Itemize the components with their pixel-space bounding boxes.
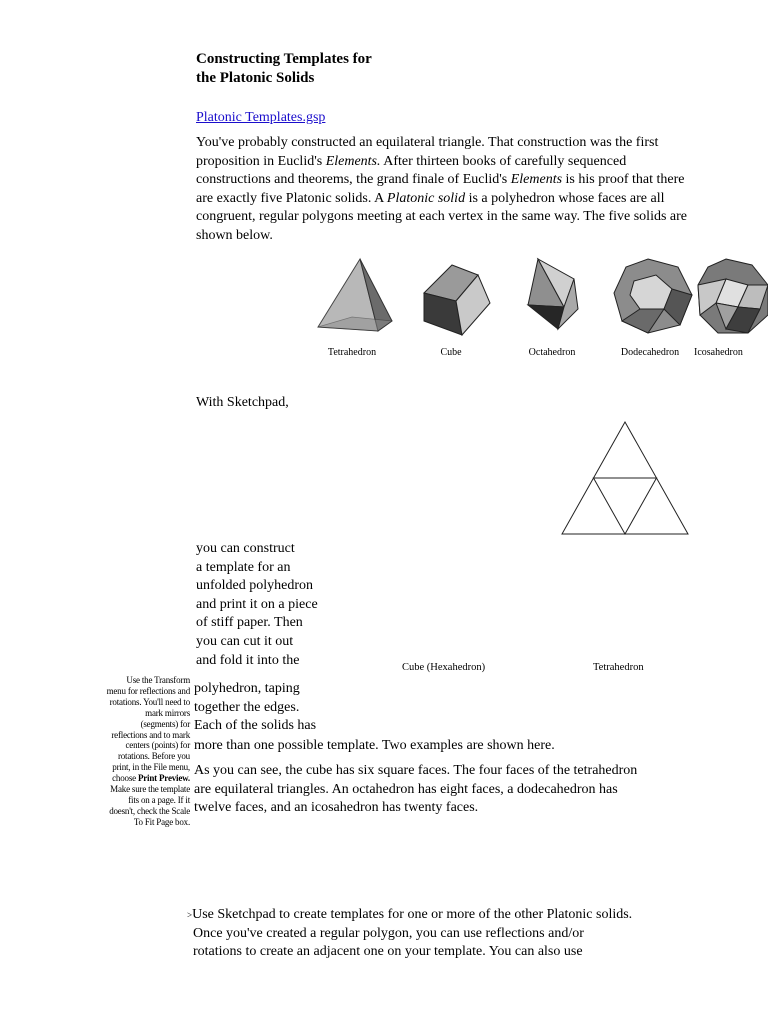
construct-line: and print it on a piece <box>196 596 318 612</box>
margin-note-text-2: Make sure the template fits on a page. If it doesn't, check the Scale To Fit Page box. <box>109 784 190 827</box>
cube-template-caption: Cube (Hexahedron) <box>402 662 486 673</box>
intro-emphasis-3: Platonic solid <box>386 190 466 206</box>
solid-label-dodecahedron: Dodecahedron <box>620 347 680 358</box>
construct-line: and fold it into the <box>196 652 300 668</box>
construct-line: together the edges. <box>194 699 300 715</box>
construct-line: you can cut it out <box>196 633 294 649</box>
icosahedron-figure <box>698 259 768 333</box>
construct-line: a template for an <box>196 559 291 575</box>
sketch-file-link[interactable]: Platonic Templates.gsp <box>196 110 326 125</box>
construct-line: you can construct <box>196 541 295 556</box>
construct-line: of stiff paper. Then <box>196 615 303 631</box>
intro-paragraph <box>196 134 696 246</box>
task-line: rotations to create an adjacent one on your template. You can also use <box>193 944 583 960</box>
intro-emphasis-2: Elements <box>510 172 563 188</box>
page-title <box>196 50 456 88</box>
construct-line: Each of the solids has <box>194 718 317 734</box>
task-line <box>187 906 727 925</box>
intro-emphasis-1: Elements. <box>325 153 381 169</box>
task-line-text: Use Sketchpad to create templates for one or more of the other Platonic solids. <box>192 907 633 922</box>
solid-label-cube: Cube <box>440 347 462 358</box>
examples-text: more than one possible template. Two examples are shown here. <box>194 738 555 753</box>
tetrahedron-template-figure <box>560 418 690 538</box>
construct-text-block-2 <box>194 680 374 736</box>
tetrahedron-figure <box>318 259 392 331</box>
solid-label-icosahedron: Icosahedron <box>694 347 743 358</box>
intro-text-4: is a polyhedron whose faces are all congruent, regular polygons meeting at each vertex in the same way. The five solids are shown below. <box>196 190 687 243</box>
task-line: Once you've created a regular polygon, you can use reflections and/or <box>193 925 584 941</box>
title-line-2: the Platonic Solids <box>196 70 315 86</box>
construct-line: unfolded polyhedron <box>196 578 314 594</box>
task-marker-icon: > <box>187 910 193 920</box>
intro-text-3: is his proof that there are exactly five Platonic solids. A <box>196 172 685 206</box>
construct-text-block-1 <box>196 540 346 670</box>
construct-line: polyhedron, taping <box>194 681 300 696</box>
margin-note <box>106 675 190 828</box>
intro-text-2: After thirteen books of carefully sequenced constructions and theorems, the grand finale of Euclid's <box>196 153 627 188</box>
cube-figure <box>424 265 490 335</box>
faces-paragraph: As you can see, the cube has six square faces. The four faces of the tetrahedron are equilateral triangles. An octahedron has eight faces, a dodecahedron has twelve faces, and an icosahedron has twenty faces. <box>194 763 638 816</box>
solid-label-tetrahedron: Tetrahedron <box>327 347 377 358</box>
with-sketchpad-text: With Sketchpad, <box>196 395 289 410</box>
octahedron-figure <box>528 259 578 329</box>
dodecahedron-figure <box>614 259 692 333</box>
intro-text-1: You've probably constructed an equilateral triangle. That construction was the first proposition in Euclid's <box>196 135 659 169</box>
title-line-1: Constructing Templates for <box>196 51 372 67</box>
margin-note-text-1: Use the Transform menu for reflections and rotations. You'll need to mark mirrors (segments) for reflections and to mark centers (points) for rotations. Before you print, in the File menu, choose <box>106 675 190 784</box>
solid-label-octahedron: Octahedron <box>528 347 576 358</box>
tetrahedron-template-caption: Tetrahedron <box>593 662 644 673</box>
platonic-solids-illustration <box>312 255 768 337</box>
task-paragraph <box>187 906 727 962</box>
margin-note-bold: Print Preview. <box>137 773 190 784</box>
